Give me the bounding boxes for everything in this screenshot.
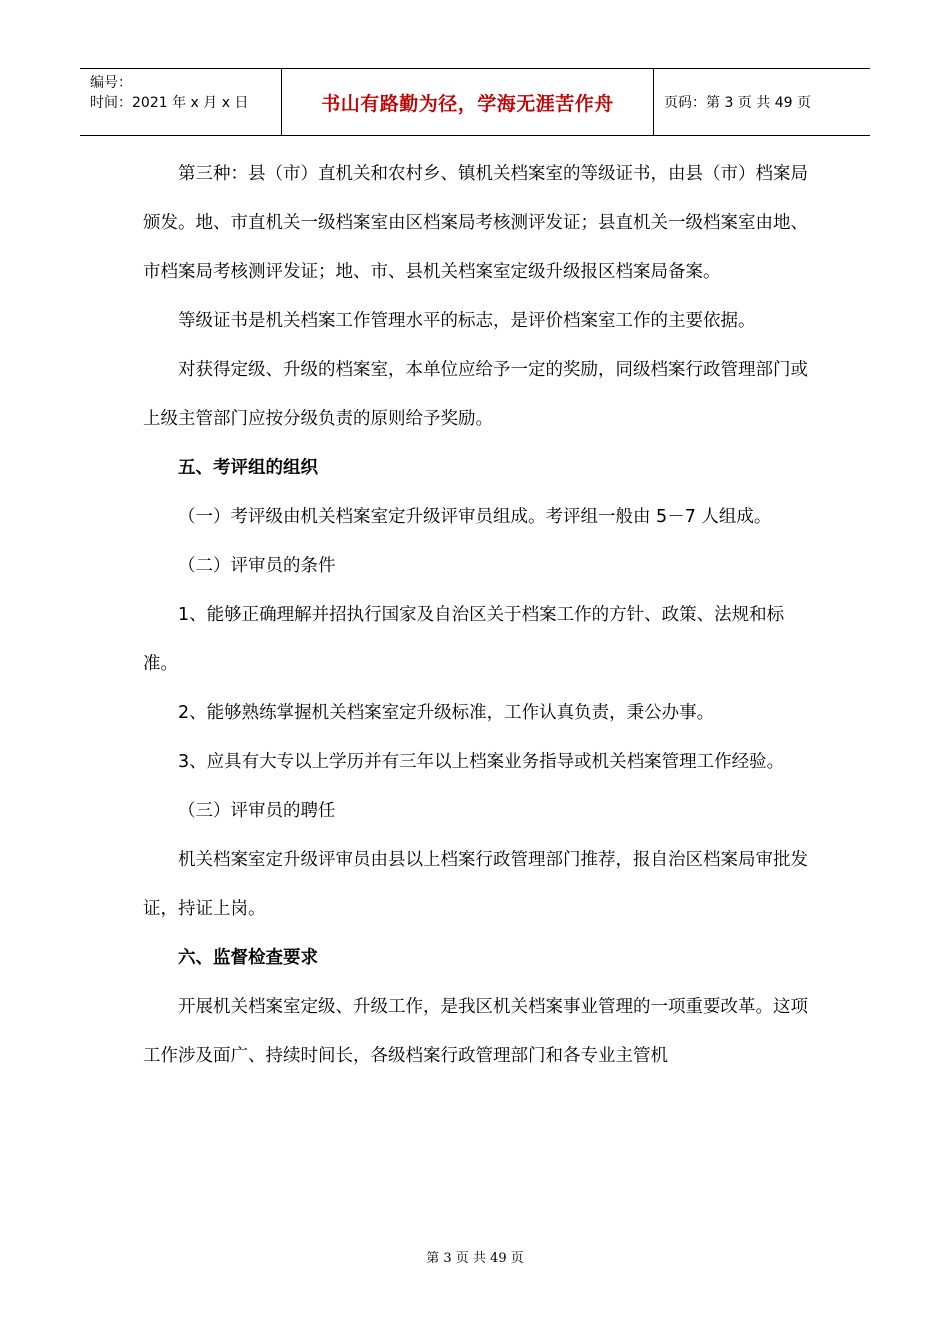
paragraph-group-composition: （一）考评级由机关档案室定升级评审员组成。考评组一般由 5－7 人组成。 xyxy=(178,507,772,527)
header-page-info: 页码：第 3 页 共 49 页 xyxy=(664,95,811,111)
paragraph-certificate-issuance: 第三种：县（市）直机关和农村乡、镇机关档案室的等级证书，由县（市）档案局颁发。地、市直机关一级档案室由区档案局考核测评发证；县直机关一级档案室由地、市档案局考核测评发证；地、市、县机关档案室定级升级报区档案局备案。 xyxy=(143,164,808,282)
section-heading-evaluation-group: 五、考评组的组织 xyxy=(178,458,318,478)
footer-page-number: 第 3 页 共 49 页 xyxy=(426,1251,524,1266)
subheading-reviewer-conditions: （二）评审员的条件 xyxy=(178,556,336,576)
paragraph-appointment-process: 机关档案室定升级评审员由县以上档案行政管理部门推荐，报自治区档案局审批发证，持证上岗。 xyxy=(143,850,808,919)
paragraph-supervision-intro: 开展机关档案室定级、升级工作，是我区机关档案事业管理的一项重要改革。这项工作涉及面广、持续时间长，各级档案行政管理部门和各专业主管机 xyxy=(143,997,808,1066)
list-item-condition-3: 3、应具有大专以上学历并有三年以上档案业务指导或机关档案管理工作经验。 xyxy=(178,752,785,772)
list-item-condition-1: 1、能够正确理解并招执行国家及自治区关于档案工作的方针、政策、法规和标准。 xyxy=(143,605,785,674)
document-time-label: 时间：2021 年 x 月 x 日 xyxy=(90,95,249,111)
header-table xyxy=(80,68,870,136)
section-heading-supervision: 六、监督检查要求 xyxy=(178,948,318,968)
paragraph-rewards: 对获得定级、升级的档案室，本单位应给予一定的奖励，同级档案行政管理部门或上级主管部门应按分级负责的原则给予奖励。 xyxy=(143,360,808,429)
header-page-cell xyxy=(654,69,870,135)
page-footer xyxy=(0,1247,950,1266)
subheading-reviewer-appointment: （三）评审员的聘任 xyxy=(178,801,336,821)
document-body xyxy=(143,150,813,1081)
list-item-condition-2: 2、能够熟练掌握机关档案室定升级标准，工作认真负责，秉公办事。 xyxy=(178,703,715,723)
header-meta-cell xyxy=(80,69,282,135)
header-motto: 书山有路勤为径，学海无涯苦作舟 xyxy=(321,92,614,115)
paragraph-certificate-significance: 等级证书是机关档案工作管理水平的标志，是评价档案室工作的主要依据。 xyxy=(178,311,756,331)
header-motto-cell xyxy=(282,69,654,135)
document-number-label: 编号： xyxy=(90,75,132,91)
